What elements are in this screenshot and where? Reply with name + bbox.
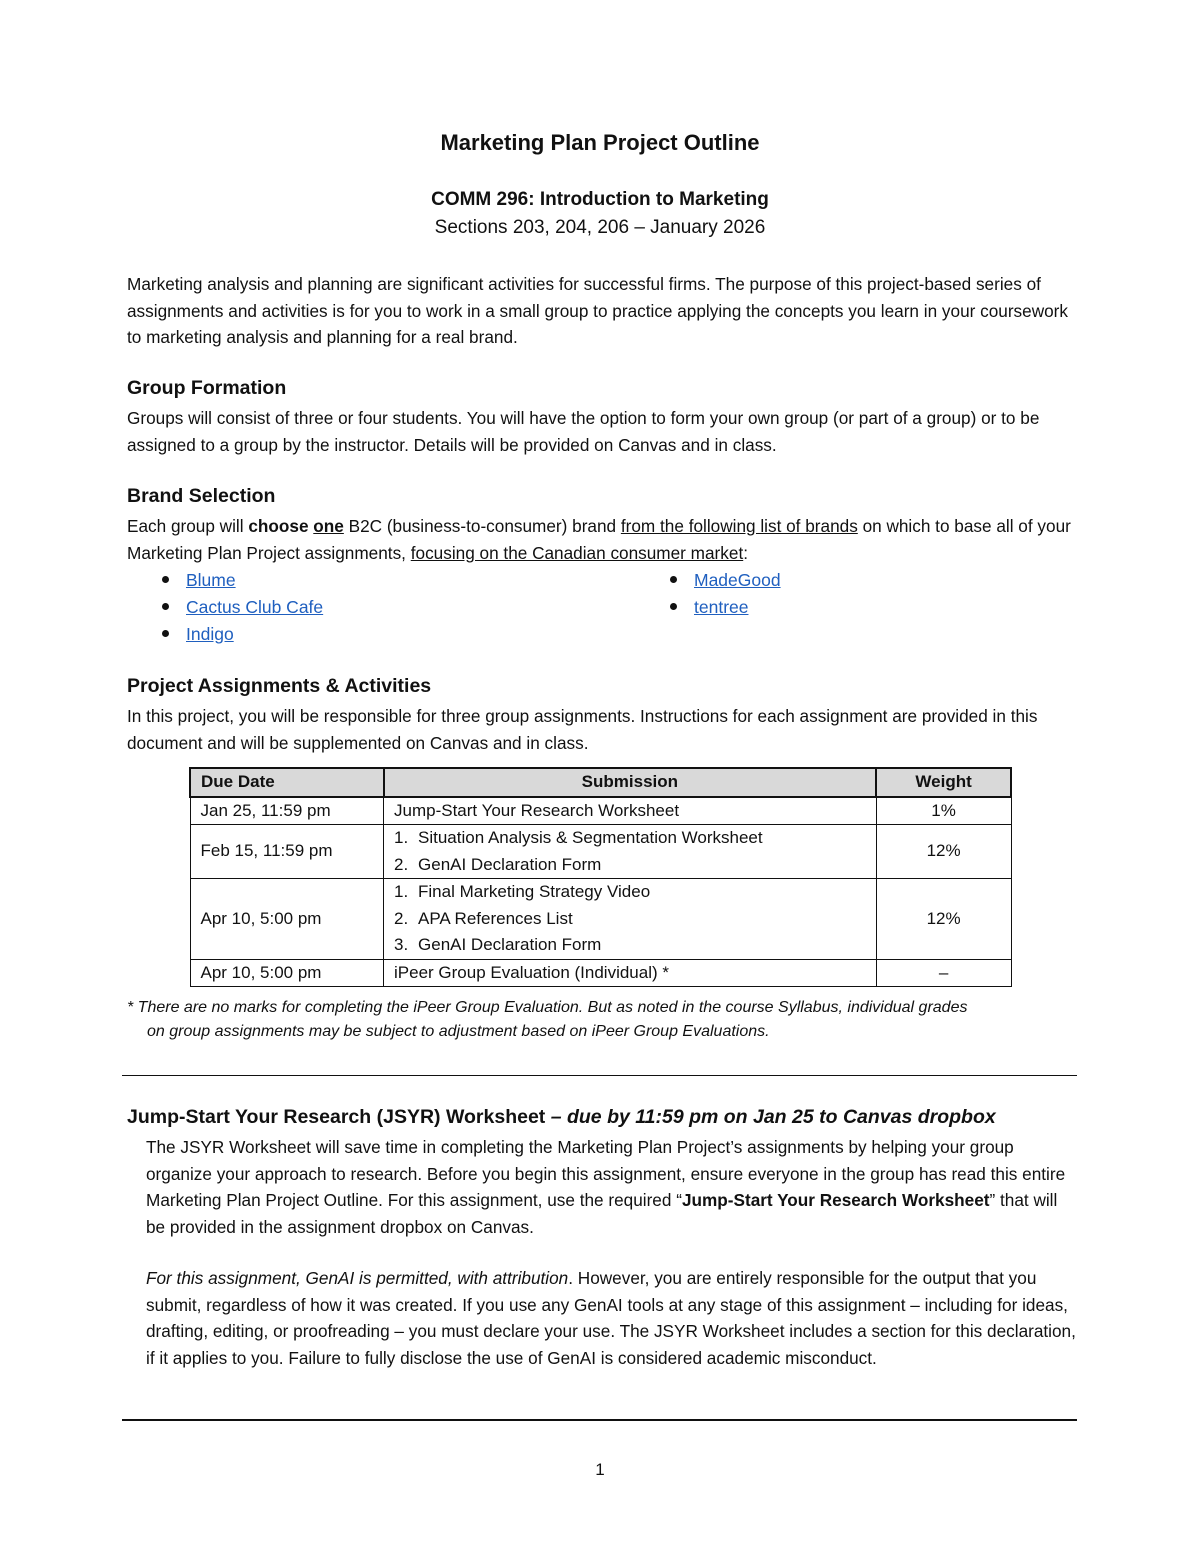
section-divider	[122, 1075, 1077, 1076]
submission-item: 2. GenAI Declaration Form	[394, 854, 602, 874]
weight-cell: 1%	[876, 797, 1011, 825]
brand-list-right	[670, 567, 781, 621]
genai-paragraph	[146, 1265, 1076, 1371]
text-run: The JSYR Worksheet will save time in completing the Marketing Plan Project’s assignments by helping your group organize your approach to research. Before you begin this assignment, ensure everyone in the group has read this entire Marketing Plan Project Outline. For this assignment, use the required “	[146, 1137, 1066, 1210]
due-date-cell: Feb 15, 11:59 pm	[190, 825, 384, 879]
table-header-row	[190, 768, 1011, 797]
page-number: 1	[595, 1460, 605, 1479]
brand-selection-heading: Brand Selection	[127, 485, 276, 507]
worksheet-name: Jump-Start Your Research Worksheet	[681, 1190, 990, 1210]
due-date-cell: Apr 10, 5:00 pm	[190, 879, 384, 960]
column-header-weight: Weight	[876, 768, 1011, 797]
submission-item-text: GenAI Declaration Form	[418, 854, 602, 874]
text-run: :	[743, 542, 748, 563]
submission-cell	[384, 825, 877, 879]
canadian-market-emphasis: focusing on the Canadian consumer market	[410, 542, 744, 563]
submission-cell: Jump-Start Your Research Worksheet	[384, 797, 877, 825]
course-sections: Sections 203, 204, 206 – January 2026	[434, 217, 766, 238]
submission-cell: iPeer Group Evaluation (Individual) *	[384, 959, 877, 987]
choose-emphasis: choose	[248, 516, 314, 536]
submission-cell	[384, 879, 877, 960]
brand-list-item	[162, 621, 323, 648]
submission-item-text: Situation Analysis & Segmentation Worksheet	[418, 828, 763, 847]
bullet-icon	[162, 630, 169, 637]
brand-link-madegood[interactable]: MadeGood	[694, 570, 781, 590]
column-header-due-date: Due Date	[190, 768, 384, 797]
weight-cell: 12%	[876, 825, 1011, 879]
text-run: . However, you are entirely responsible for the output that you submit, regardless of how it was created. If you use any GenAI tools at any stage of this assignment – including for ideas, drafting, editing, or proofreading – you must declare your use. The JSYR Worksheet includes a section for this declaration, if it applies to you. Failure to fully disclose the use of GenAI is considered academic misconduct.	[146, 1268, 1076, 1368]
section-divider	[122, 1419, 1077, 1421]
brand-list-item	[670, 594, 781, 621]
assignments-table	[189, 767, 1012, 987]
jsyr-title: Jump-Start Your Research (JSYR) Worksheet	[127, 1106, 546, 1128]
brand-selection-text	[127, 513, 1077, 566]
jsyr-due-date: – due by 11:59 pm on Jan 25 to Canvas dropbox	[545, 1106, 996, 1128]
submission-item: 3. GenAI Declaration Form	[394, 935, 602, 954]
text-run: ” that will be provided in the assignment dropbox on Canvas.	[146, 1190, 1058, 1237]
course-name: COMM 296: Introduction to Marketing	[431, 189, 769, 210]
table-row	[190, 959, 1011, 987]
submission-item: 2. APA References List	[394, 908, 573, 928]
text-run: Each group will	[127, 516, 249, 536]
due-date-cell: Apr 10, 5:00 pm	[190, 959, 384, 987]
submission-item-text: APA References List	[418, 908, 573, 928]
text-run: B2C (business-to-consumer) brand	[343, 516, 621, 536]
footnote-line: * There are no marks for completing the iPeer Group Evaluation. But as noted in the course Syllabus, individual grades	[127, 999, 968, 1016]
brand-link-tentree[interactable]: tentree	[694, 597, 749, 617]
text-run: on which to base all of your Marketing Plan Project assignments,	[127, 516, 1071, 563]
bullet-icon	[670, 603, 677, 610]
bullet-icon	[162, 603, 169, 610]
intro-paragraph: Marketing analysis and planning are significant activities for successful firms. The purpose of this project-based series of assignments and activities is for you to work in a small group to practice applying the concepts you learn in your coursework to marketing analysis and planning for a real brand.	[127, 274, 1068, 347]
weight-cell: 12%	[876, 879, 1011, 960]
bullet-icon	[162, 576, 169, 583]
genai-permission: For this assignment, GenAI is permitted, with attribution	[146, 1268, 569, 1288]
jsyr-paragraph	[146, 1134, 1076, 1240]
brand-list-left	[162, 567, 323, 648]
page-title: Marketing Plan Project Outline	[440, 130, 760, 155]
jsyr-heading	[127, 1106, 996, 1129]
bullet-icon	[670, 576, 677, 583]
table-row	[190, 879, 1011, 960]
submission-item: 1. Final Marketing Strategy Video	[394, 882, 651, 901]
column-header-submission: Submission	[384, 768, 877, 797]
weight-cell: –	[876, 959, 1011, 987]
group-formation-text: Groups will consist of three or four students. You will have the option to form your own group (or part of a group) or to be assigned to a group by the instructor. Details will be provided on Canvas and in class.	[127, 408, 1040, 455]
group-formation-heading: Group Formation	[127, 377, 287, 399]
project-heading: Project Assignments & Activities	[127, 675, 432, 697]
brand-list-emphasis: from the following list of brands	[620, 516, 858, 536]
brand-list-item	[162, 567, 323, 594]
table-footnote	[127, 996, 1077, 1044]
brand-link-cactus-club-cafe[interactable]: Cactus Club Cafe	[186, 597, 324, 617]
footnote-line: on group assignments may be subject to adjustment based on iPeer Group Evaluations.	[147, 1023, 770, 1040]
project-text: In this project, you will be responsible for three group assignments. Instructions for each assignment are provided in this document and will be supplemented on Canvas and in class.	[127, 706, 1038, 753]
submission-item-text: GenAI Declaration Form	[418, 935, 602, 954]
one-emphasis: one	[313, 516, 344, 536]
brand-list-item	[162, 594, 323, 621]
submission-item-text: Final Marketing Strategy Video	[418, 882, 651, 901]
brand-link-blume[interactable]: Blume	[186, 570, 236, 590]
due-date-cell: Jan 25, 11:59 pm	[190, 797, 384, 825]
brand-list-item	[670, 567, 781, 594]
table-row	[190, 797, 1011, 825]
submission-item: 1. Situation Analysis & Segmentation Worksheet	[394, 828, 763, 847]
table-row	[190, 825, 1011, 879]
brand-link-indigo[interactable]: Indigo	[186, 624, 234, 644]
